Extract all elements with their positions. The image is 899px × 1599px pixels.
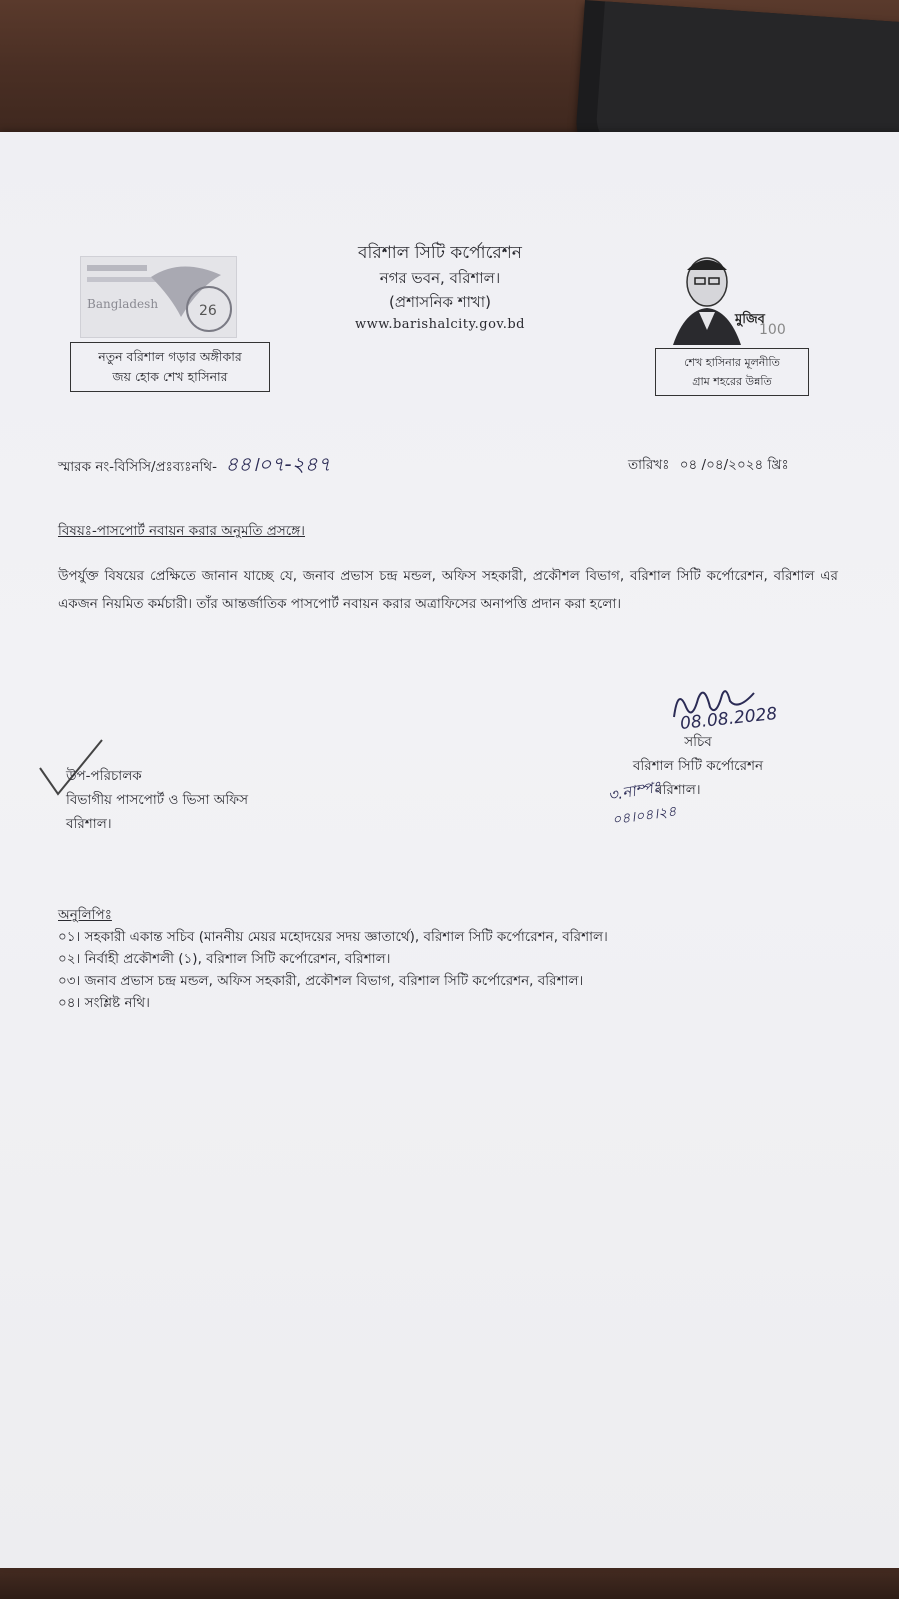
cc-item: ০৩। জনাব প্রভাস চন্দ্র মন্ডল, অফিস সহকারী, প্রকৌশল বিভাগ, বরিশাল সিটি কর্পোরেশন, বরিশাল। [58, 973, 584, 989]
memo-date-value: ০৪ /০৪/২০২৪ খ্রিঃ [679, 457, 789, 473]
right-slogan-line1: শেখ হাসিনার মূলনীতি [684, 356, 780, 369]
right-slogan-line2: গ্রাম শহরের উন্নতি [692, 375, 772, 388]
recipient-block [66, 764, 248, 836]
mujib-caption: মুজিব [735, 312, 765, 327]
stamp-note: ৩.নাম্পঃ [606, 777, 663, 805]
letterhead [290, 240, 590, 336]
letter-subject: বিষয়ঃ-পাসপোর্ট নবায়ন করার অনুমতি প্রসঙ্গে। [58, 523, 306, 539]
cc-item: ০২। নির্বাহী প্রকৌশলী (১), বরিশাল সিটি কর্পোরেশন, বরিশাল। [58, 951, 391, 967]
svg-text:26: 26 [199, 303, 217, 319]
cc-item: ০৪। সংশ্লিষ্ট নথি। [58, 995, 150, 1011]
right-slogan-box [655, 348, 809, 396]
logo-caption: Bangladesh [87, 297, 159, 311]
memo-ref-number: ৪৪।০৭-২৪৭ [225, 452, 331, 476]
cc-section [58, 904, 878, 1014]
recipient-office: বিভাগীয় পাসপোর্ট ও ভিসা অফিস [66, 792, 249, 808]
cc-title: অনুলিপিঃ [58, 907, 112, 923]
signature-block [608, 730, 788, 778]
org-branch: (প্রশাসনিক শাখা) [389, 293, 491, 311]
left-slogan-box [70, 342, 270, 392]
letter-paper [0, 132, 899, 1568]
left-slogan-line2: জয় হোক শেখ হাসিনার [112, 369, 228, 384]
org-website: www.barishalcity.gov.bd [354, 317, 525, 332]
recipient-city: বরিশাল। [66, 816, 112, 832]
mujib-number: 100 [759, 322, 786, 338]
left-slogan-line1: নতুন বরিশাল গড়ার অঙ্গীকার [98, 349, 242, 364]
org-title: বরিশাল সিটি কর্পোরেশন [358, 243, 522, 263]
org-address: নগর ভবন, বরিশাল। [379, 269, 501, 287]
stamp-date: ০৪।০৪।২৪ [611, 803, 678, 829]
signature-date: 08.08.2028 [679, 703, 779, 735]
memo-date-label: তারিখঃ [628, 457, 670, 473]
signature [668, 677, 779, 735]
mujib-logo [665, 250, 786, 345]
letter-body: উপর্যুক্ত বিষয়ের প্রেক্ষিতে জানান যাচ্ছে যে, জনাব প্রভাস চন্দ্র মন্ডল, অফিস সহকারী, প্রকৌশল বিভাগ, বরিশাল সিটি কর্পোরেশন, বরিশাল এর একজন নিয়মিত কর্মচারী। তাঁর আন্তর্জাতিক পাসপোর্ট নবায়ন করার অত্রাফিসের অনাপত্তি প্রদান করা হলো। [58, 568, 838, 612]
memo-reference [58, 450, 331, 483]
signer-designation: সচিব [684, 734, 712, 750]
memo-ref-label: স্মারক নং-বিসিসি/প্রঃব্যঃনথি- [58, 459, 217, 475]
cc-item: ০১। সহকারী একান্ত সচিব (মাননীয় মেয়র মহোদয়ের সদয় জ্ঞাতার্থে), বরিশাল সিটি কর্পোরেশন, বরিশাল। [58, 929, 608, 945]
memo-date [628, 454, 789, 477]
recipient-designation: উপ-পরিচালক [66, 768, 142, 784]
signer-office: বরিশাল সিটি কর্পোরেশন [632, 758, 764, 774]
bangladesh-logo [80, 256, 237, 338]
signer-city: বরিশাল। [655, 782, 701, 798]
